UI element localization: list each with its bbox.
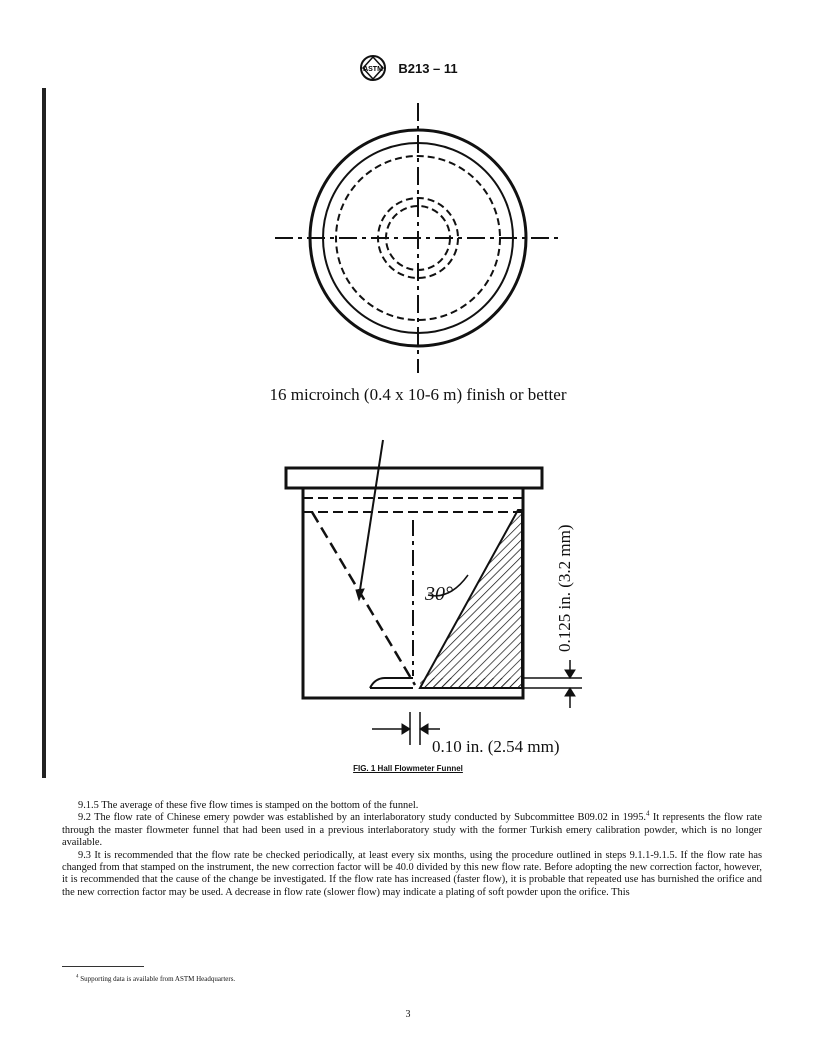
footnote-ref: 4 (646, 809, 650, 818)
footnote-text: Supporting data is available from ASTM Headquarters. (80, 975, 236, 983)
page-number: 3 (405, 1009, 411, 1020)
width-dimension-label: 0.10 in. (2.54 mm) (432, 737, 560, 756)
paragraph-9-2 (62, 809, 762, 849)
angle-label: 30° (425, 583, 453, 605)
funnel-top-view (275, 103, 562, 373)
paragraph-9-1-5: 9.1.5 The average of these five flow times is stamped on the bottom of the funnel. (78, 800, 419, 811)
footnote-rule (62, 966, 144, 967)
body-text (62, 800, 762, 899)
figure-caption: FIG. 1 Hall Flowmeter Funnel (353, 764, 463, 773)
svg-text:ASTM: ASTM (363, 66, 384, 73)
footnote-mark: 4 (76, 974, 79, 980)
paragraph-9-3: 9.3 It is recommended that the flow rate be checked periodically, at least every six months, using the procedure outlined in steps 9.1.1-9.1.5. If the flow rate has changed from that stamped on the instrument, the new correction factor will be 40.0 divided by this new flow rate. Before adopting the new correction factor, however, it is recommended that the cause of the change be investigated. If the flow rate has increased (faster flow), it is probable that repeated use has burnished the orifice and the new correction factor may be used. A decrease in flow rate (slower flow) may indicate a plating of soft powder upon the orifice. This (62, 849, 762, 898)
footnote (62, 975, 762, 983)
paragraph-9-2-part-a: 9.2 The flow rate of Chinese emery powder was established by an interlaboratory study conducted by Subcommittee B09.02 in 1995. (78, 812, 646, 824)
finish-label: 16 microinch (0.4 x 10-6 m) finish or better (269, 385, 567, 404)
paragraph-9-2-part-b: It represents the flow rate through the master flowmeter funnel that had been used in a previous interlaboratory study with the former Turkish emery calibration powder, which is no longer available. (62, 812, 762, 849)
height-dimension-label: 0.125 in. (3.2 mm) (555, 524, 574, 652)
standard-designation: B213 – 11 (398, 60, 458, 76)
